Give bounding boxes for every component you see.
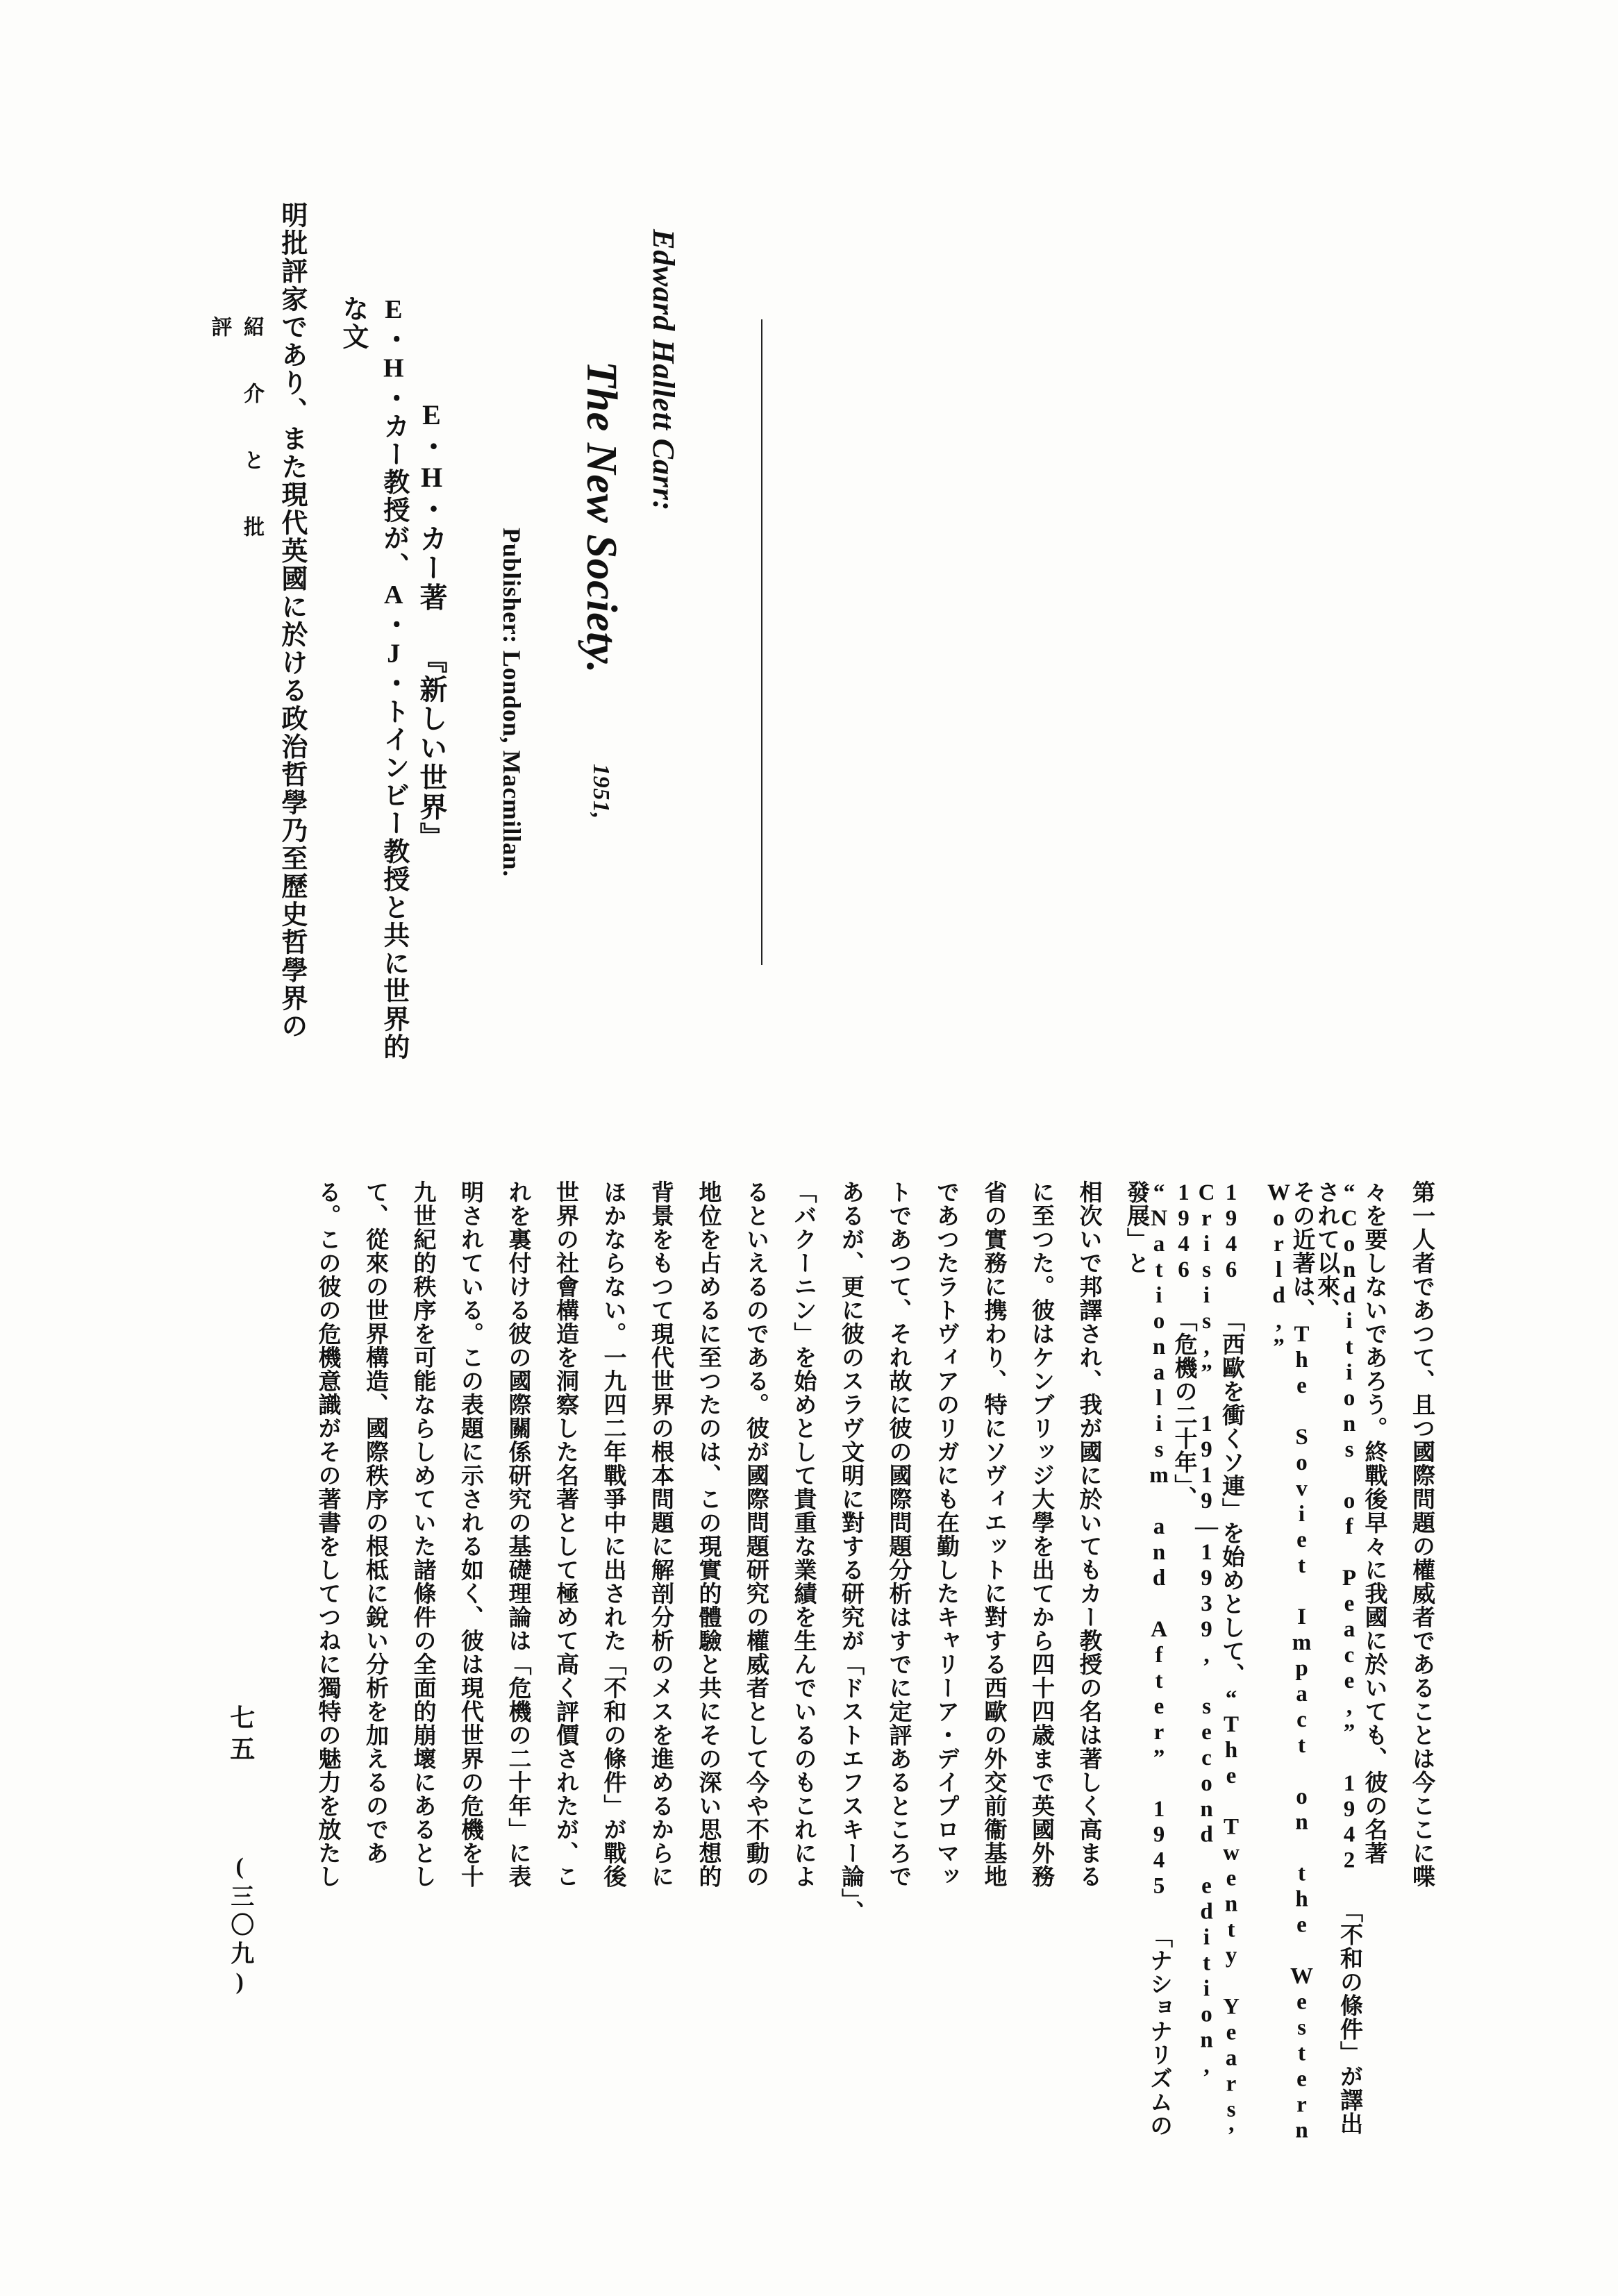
body-text-block	[299, 1180, 1444, 2170]
title-rule-divider	[761, 319, 762, 965]
page-number-parenthetical: (三〇九)	[226, 1854, 253, 2000]
body-column: その近著は、The Soviet Impact on the Western World,”	[1266, 1180, 1315, 2170]
body-column: に至つた。彼はケンブリッジ大學を出てから四十四歳まで英國外務	[1028, 1180, 1053, 1888]
intro-line-1: E・H・カー教授が、A・J・トインビー教授と共に世界的な文	[337, 295, 408, 1062]
body-column: 世界の社會構造を洞察した名著として極めて高く評價されたが、こ	[553, 1180, 578, 1888]
book-year: 1951,	[588, 764, 614, 819]
body-column: ほかならない。一九四二年戰爭中に出された「不和の條件」が戰後	[600, 1180, 626, 1888]
book-author-latin: Edward Hallett Carr:	[647, 229, 681, 512]
book-title-japanese: E・H・カー著 『新しい世界』	[416, 399, 447, 851]
intro-line-2: 明批評家であり、また現代英國に於ける政治哲學乃至歷史哲學界の	[276, 201, 306, 1041]
body-column: 九世紀的秩序を可能ならしめていた諸條件の全面的崩壞にあるとし	[410, 1180, 435, 1888]
body-column: 地位を占めるに至つたのは、この現實的體驗と共にその深い思想的	[695, 1180, 721, 1888]
body-column: 背景をもつて現代世界の根本問題に解剖分析のメスを進めるからに	[648, 1180, 673, 1888]
book-publisher: Publisher: London, Macmillan.	[498, 528, 526, 877]
body-column: 省の實務に携わり、特にソヴィエットに對する西歐の外交前衞基地	[981, 1180, 1006, 1888]
body-column: る。この彼の危機意識がその著書をしてつねに獨特の魅力を放たし	[315, 1180, 340, 1888]
body-column: 1946 「西歐を衝くソ連」を始めとして、“The Twenty Years’	[1219, 1180, 1244, 2149]
body-column: るといえるのである。彼が國際問題研究の權威者として今や不動の	[743, 1180, 768, 1888]
body-column: トであつて、それ故に彼の國際問題分析はすでに定評あるところで	[885, 1180, 911, 1888]
body-column: 明されている。この表題に示される如く、彼は現代世界の危機を十	[458, 1180, 483, 1888]
body-column: 第一人者であつて、且つ國際問題の權威者であることは今ここに喋	[1409, 1180, 1434, 1888]
running-head: 紹 介 と 批 評	[208, 316, 263, 583]
body-column: れを裏付ける彼の國際關係研究の基礎理論は「危機の二十年」に表	[505, 1180, 531, 1888]
body-column: 々を要しないであろう。終戰後早々に我國に於いても、彼の名著	[1361, 1180, 1387, 1865]
body-column: Crisis,” 1919—1939, second edition, 1946 「危機の二十年」、	[1171, 1180, 1219, 2105]
body-column: “Nationalism and After” 1945 「ナショナリズムの發展」と	[1124, 1180, 1171, 2138]
body-column: 「バクーニン」を始めとして貴重な業績を生んでいるのもこれによ	[790, 1180, 816, 1888]
body-column: あるが、更に彼のスラヴ文明に對する研究が「ドストエフスキー論」、	[838, 1180, 863, 1925]
body-column: “Conditions of Peace,” 1942 「不和の條件」が譯出されて以來、	[1314, 1180, 1362, 2136]
body-column: 相次いで邦譯され、我が國に於いてもカー教授の名は著しく高まる	[1076, 1180, 1101, 1888]
page-number: 七五	[226, 1704, 255, 1767]
book-title-latin: The New Society.	[578, 361, 625, 674]
body-column: て、從來の世界構造、國際秩序の根柢に銳い分析を加えるのであ	[362, 1180, 387, 1865]
body-column: であつたラトヴィアのリガにも在勤したキャリーア・デイプロマッ	[933, 1180, 958, 1888]
